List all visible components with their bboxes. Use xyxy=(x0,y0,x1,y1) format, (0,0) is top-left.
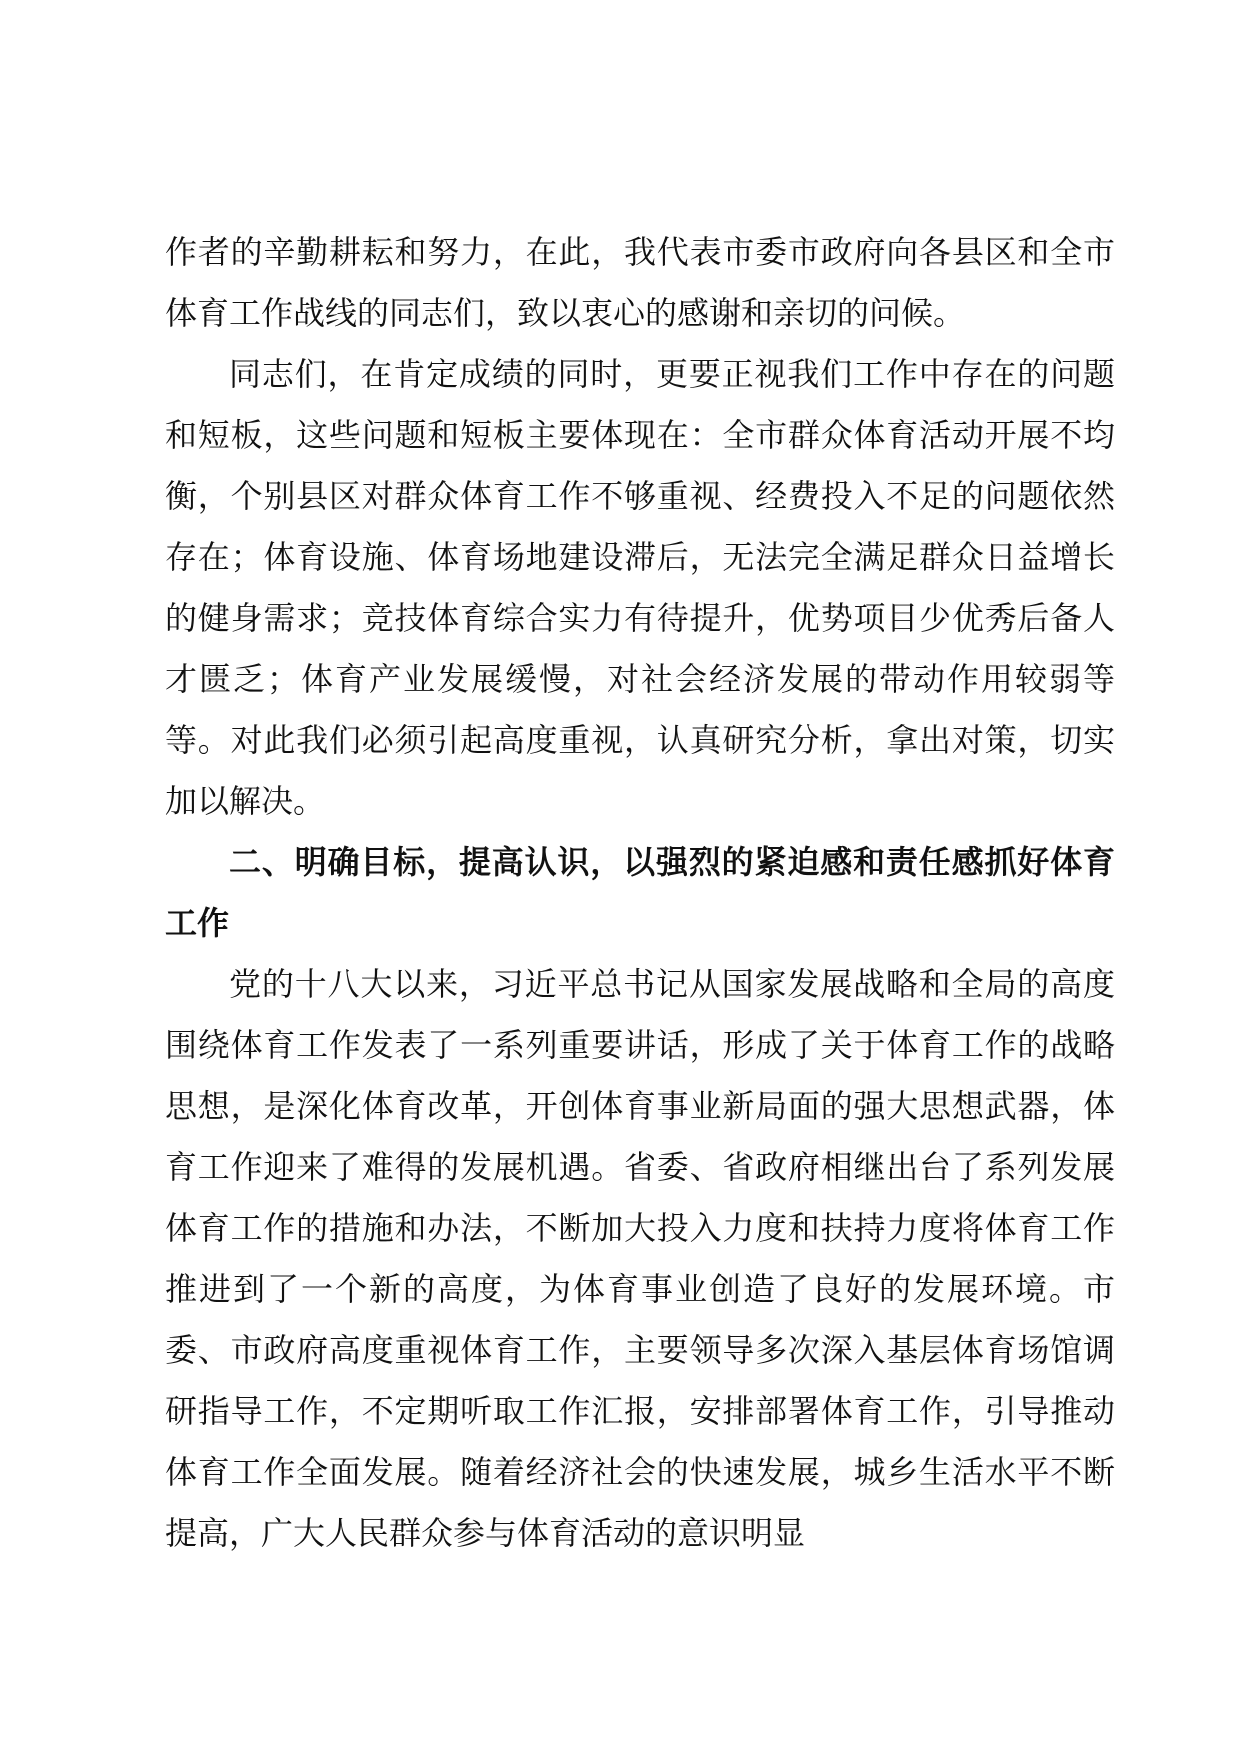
section-heading: 二、明确目标，提高认识，以强烈的紧迫感和责任感抓好体育工作 xyxy=(165,843,1115,942)
paragraph-goals: 党的十八大以来，习近平总书记从国家发展战略和全局的高度围绕体育工作发表了一系列重要讲话，形成了关于体育工作的战略思想，是深化体育改革，开创体育事业新局面的强大思想武器，体育工作迎来了难得的发展机遇。省委、省政府相继出台了系列发展体育工作的措施和办法，不断加大投入力度和扶持力度将体育工作推进到了一个新的高度，为体育事业创造了良好的发展环境。市委、市政府高度重视体育工作，主要领导多次深入基层体育场馆调研指导工作，不定期听取工作汇报，安排部署体育工作，引导推动体育工作全面发展。随着经济社会的快速发展，城乡生活水平不断提高，广大人民群众参与体育活动的意识明显 xyxy=(165,965,1115,1552)
document-body xyxy=(165,222,1115,1564)
paragraph-problems: 同志们，在肯定成绩的同时，更要正视我们工作中存在的问题和短板，这些问题和短板主要体现在：全市群众体育活动开展不均衡，个别县区对群众体育工作不够重视、经费投入不足的问题依然存在；体育设施、体育场地建设滞后，无法完全满足群众日益增长的健身需求；竞技体育综合实力有待提升，优势项目少优秀后备人才匮乏；体育产业发展缓慢，对社会经济发展的带动作用较弱等等。对此我们必须引起高度重视，认真研究分析，拿出对策，切实加以解决。 xyxy=(165,355,1115,820)
paragraph-continued: 作者的辛勤耕耘和努力，在此，我代表市委市政府向各县区和全市体育工作战线的同志们，致以衷心的感谢和亲切的问候。 xyxy=(165,233,1115,332)
